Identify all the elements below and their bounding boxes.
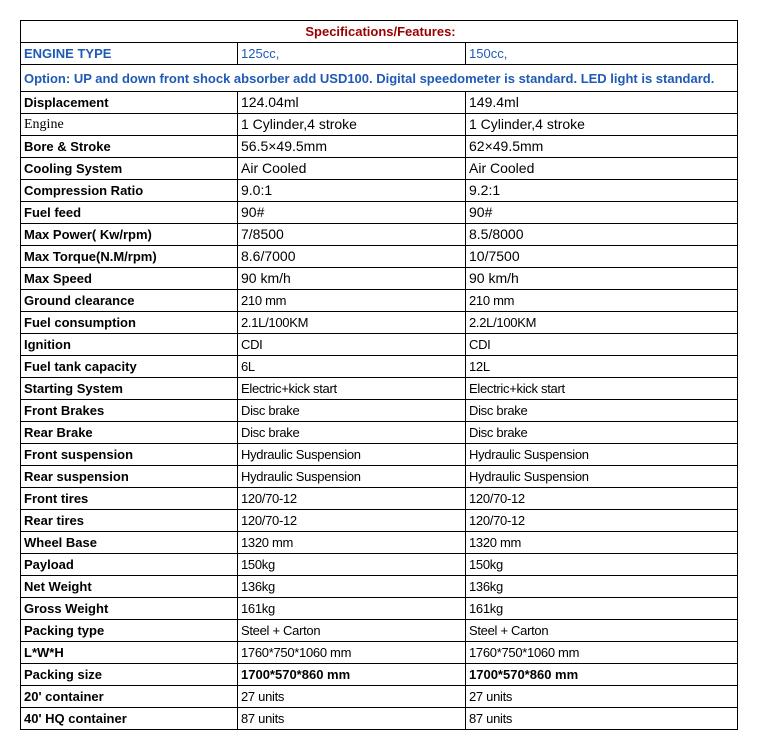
spec-label: Max Speed xyxy=(21,268,238,290)
table-row xyxy=(21,312,738,334)
spec-value-125: Hydraulic Suspension xyxy=(238,466,466,488)
spec-label: Max Power( Kw/rpm) xyxy=(21,224,238,246)
table-row xyxy=(21,620,738,642)
table-row xyxy=(21,356,738,378)
table-row xyxy=(21,268,738,290)
spec-value-150: Hydraulic Suspension xyxy=(466,444,738,466)
spec-value-150: 1700*570*860 mm xyxy=(466,664,738,686)
spec-value-150: Air Cooled xyxy=(466,158,738,180)
spec-label: Gross Weight xyxy=(21,598,238,620)
spec-value-150: 8.5/8000 xyxy=(466,224,738,246)
spec-value-125: 9.0:1 xyxy=(238,180,466,202)
spec-value-150: 150kg xyxy=(466,554,738,576)
spec-label: Engine xyxy=(21,114,238,136)
spec-value-125: 1 Cylinder,4 stroke xyxy=(238,114,466,136)
spec-label: 40' HQ container xyxy=(21,708,238,730)
spec-value-125: 1760*750*1060 mm xyxy=(238,642,466,664)
spec-value-150: Hydraulic Suspension xyxy=(466,466,738,488)
spec-value-150: Disc brake xyxy=(466,400,738,422)
spec-label: Rear Brake xyxy=(21,422,238,444)
spec-value-125: Electric+kick start xyxy=(238,378,466,400)
spec-value-150: 210 mm xyxy=(466,290,738,312)
spec-value-150: Steel + Carton xyxy=(466,620,738,642)
spec-value-150: 12L xyxy=(466,356,738,378)
spec-value-125: 150kg xyxy=(238,554,466,576)
spec-label: L*W*H xyxy=(21,642,238,664)
spec-value-150: 9.2:1 xyxy=(466,180,738,202)
spec-label: Cooling System xyxy=(21,158,238,180)
spec-label: Packing type xyxy=(21,620,238,642)
spec-value-125: 120/70-12 xyxy=(238,510,466,532)
table-row xyxy=(21,400,738,422)
spec-value-150: 149.4ml xyxy=(466,92,738,114)
table-row xyxy=(21,642,738,664)
spec-value-150: 10/7500 xyxy=(466,246,738,268)
table-row xyxy=(21,664,738,686)
table-row xyxy=(21,224,738,246)
table-row xyxy=(21,334,738,356)
spec-label: Max Torque(N.M/rpm) xyxy=(21,246,238,268)
spec-value-150: 161kg xyxy=(466,598,738,620)
spec-label: Ground clearance xyxy=(21,290,238,312)
spec-value-125: Disc brake xyxy=(238,422,466,444)
spec-value-125: Hydraulic Suspension xyxy=(238,444,466,466)
spec-label: 20' container xyxy=(21,686,238,708)
table-row xyxy=(21,158,738,180)
spec-label: Fuel consumption xyxy=(21,312,238,334)
spec-label: Front suspension xyxy=(21,444,238,466)
spec-value-125: Steel + Carton xyxy=(238,620,466,642)
spec-value-150: 27 units xyxy=(466,686,738,708)
table-title: Specifications/Features: xyxy=(21,21,738,43)
spec-value-125: 136kg xyxy=(238,576,466,598)
table-row xyxy=(21,444,738,466)
table-row xyxy=(21,136,738,158)
spec-value-125: 6L xyxy=(238,356,466,378)
spec-label: Front Brakes xyxy=(21,400,238,422)
table-row xyxy=(21,246,738,268)
spec-label: Rear suspension xyxy=(21,466,238,488)
table-row xyxy=(21,422,738,444)
spec-value-125: 87 units xyxy=(238,708,466,730)
spec-value-125: 1700*570*860 mm xyxy=(238,664,466,686)
table-row xyxy=(21,488,738,510)
table-row xyxy=(21,378,738,400)
spec-value-150: 1 Cylinder,4 stroke xyxy=(466,114,738,136)
spec-value-125: 27 units xyxy=(238,686,466,708)
spec-value-150: CDI xyxy=(466,334,738,356)
engine-type-150: 150cc, xyxy=(466,43,738,65)
spec-value-150: 90# xyxy=(466,202,738,224)
table-row xyxy=(21,202,738,224)
spec-value-125: 1320 mm xyxy=(238,532,466,554)
spec-value-150: 1760*750*1060 mm xyxy=(466,642,738,664)
spec-value-150: 1320 mm xyxy=(466,532,738,554)
table-row xyxy=(21,466,738,488)
spec-value-125: 56.5×49.5mm xyxy=(238,136,466,158)
spec-label: Starting System xyxy=(21,378,238,400)
table-row xyxy=(21,290,738,312)
spec-value-150: 87 units xyxy=(466,708,738,730)
spec-value-125: 7/8500 xyxy=(238,224,466,246)
table-row xyxy=(21,92,738,114)
spec-value-150: 120/70-12 xyxy=(466,488,738,510)
spec-value-125: Disc brake xyxy=(238,400,466,422)
spec-value-125: 90# xyxy=(238,202,466,224)
spec-value-125: 161kg xyxy=(238,598,466,620)
spec-label: Ignition xyxy=(21,334,238,356)
engine-type-row xyxy=(21,43,738,65)
spec-table xyxy=(20,20,738,730)
engine-type-label: ENGINE TYPE xyxy=(21,43,238,65)
table-row xyxy=(21,708,738,730)
option-note: Option: UP and down front shock absorber add USD100. Digital speedometer is standard. LED light is standard. xyxy=(21,65,738,92)
spec-label: Bore & Stroke xyxy=(21,136,238,158)
spec-value-125: Air Cooled xyxy=(238,158,466,180)
table-row xyxy=(21,510,738,532)
spec-value-150: 136kg xyxy=(466,576,738,598)
spec-value-125: 90 km/h xyxy=(238,268,466,290)
spec-value-150: 90 km/h xyxy=(466,268,738,290)
spec-value-150: Disc brake xyxy=(466,422,738,444)
table-row xyxy=(21,576,738,598)
spec-label: Net Weight xyxy=(21,576,238,598)
spec-value-125: 8.6/7000 xyxy=(238,246,466,268)
spec-value-150: 2.2L/100KM xyxy=(466,312,738,334)
spec-label: Packing size xyxy=(21,664,238,686)
spec-label: Rear tires xyxy=(21,510,238,532)
spec-value-150: 120/70-12 xyxy=(466,510,738,532)
spec-value-150: Electric+kick start xyxy=(466,378,738,400)
spec-value-125: CDI xyxy=(238,334,466,356)
spec-value-125: 120/70-12 xyxy=(238,488,466,510)
spec-value-125: 210 mm xyxy=(238,290,466,312)
spec-label: Front tires xyxy=(21,488,238,510)
spec-value-125: 2.1L/100KM xyxy=(238,312,466,334)
spec-label: Wheel Base xyxy=(21,532,238,554)
table-row xyxy=(21,686,738,708)
spec-label: Displacement xyxy=(21,92,238,114)
engine-type-125: 125cc, xyxy=(238,43,466,65)
table-row xyxy=(21,598,738,620)
table-row xyxy=(21,180,738,202)
spec-value-150: 62×49.5mm xyxy=(466,136,738,158)
table-row xyxy=(21,554,738,576)
title-row xyxy=(21,21,738,43)
spec-label: Payload xyxy=(21,554,238,576)
spec-label: Fuel tank capacity xyxy=(21,356,238,378)
spec-label: Compression Ratio xyxy=(21,180,238,202)
option-row xyxy=(21,65,738,92)
spec-value-125: 124.04ml xyxy=(238,92,466,114)
table-row xyxy=(21,114,738,136)
table-row xyxy=(21,532,738,554)
spec-label: Fuel feed xyxy=(21,202,238,224)
